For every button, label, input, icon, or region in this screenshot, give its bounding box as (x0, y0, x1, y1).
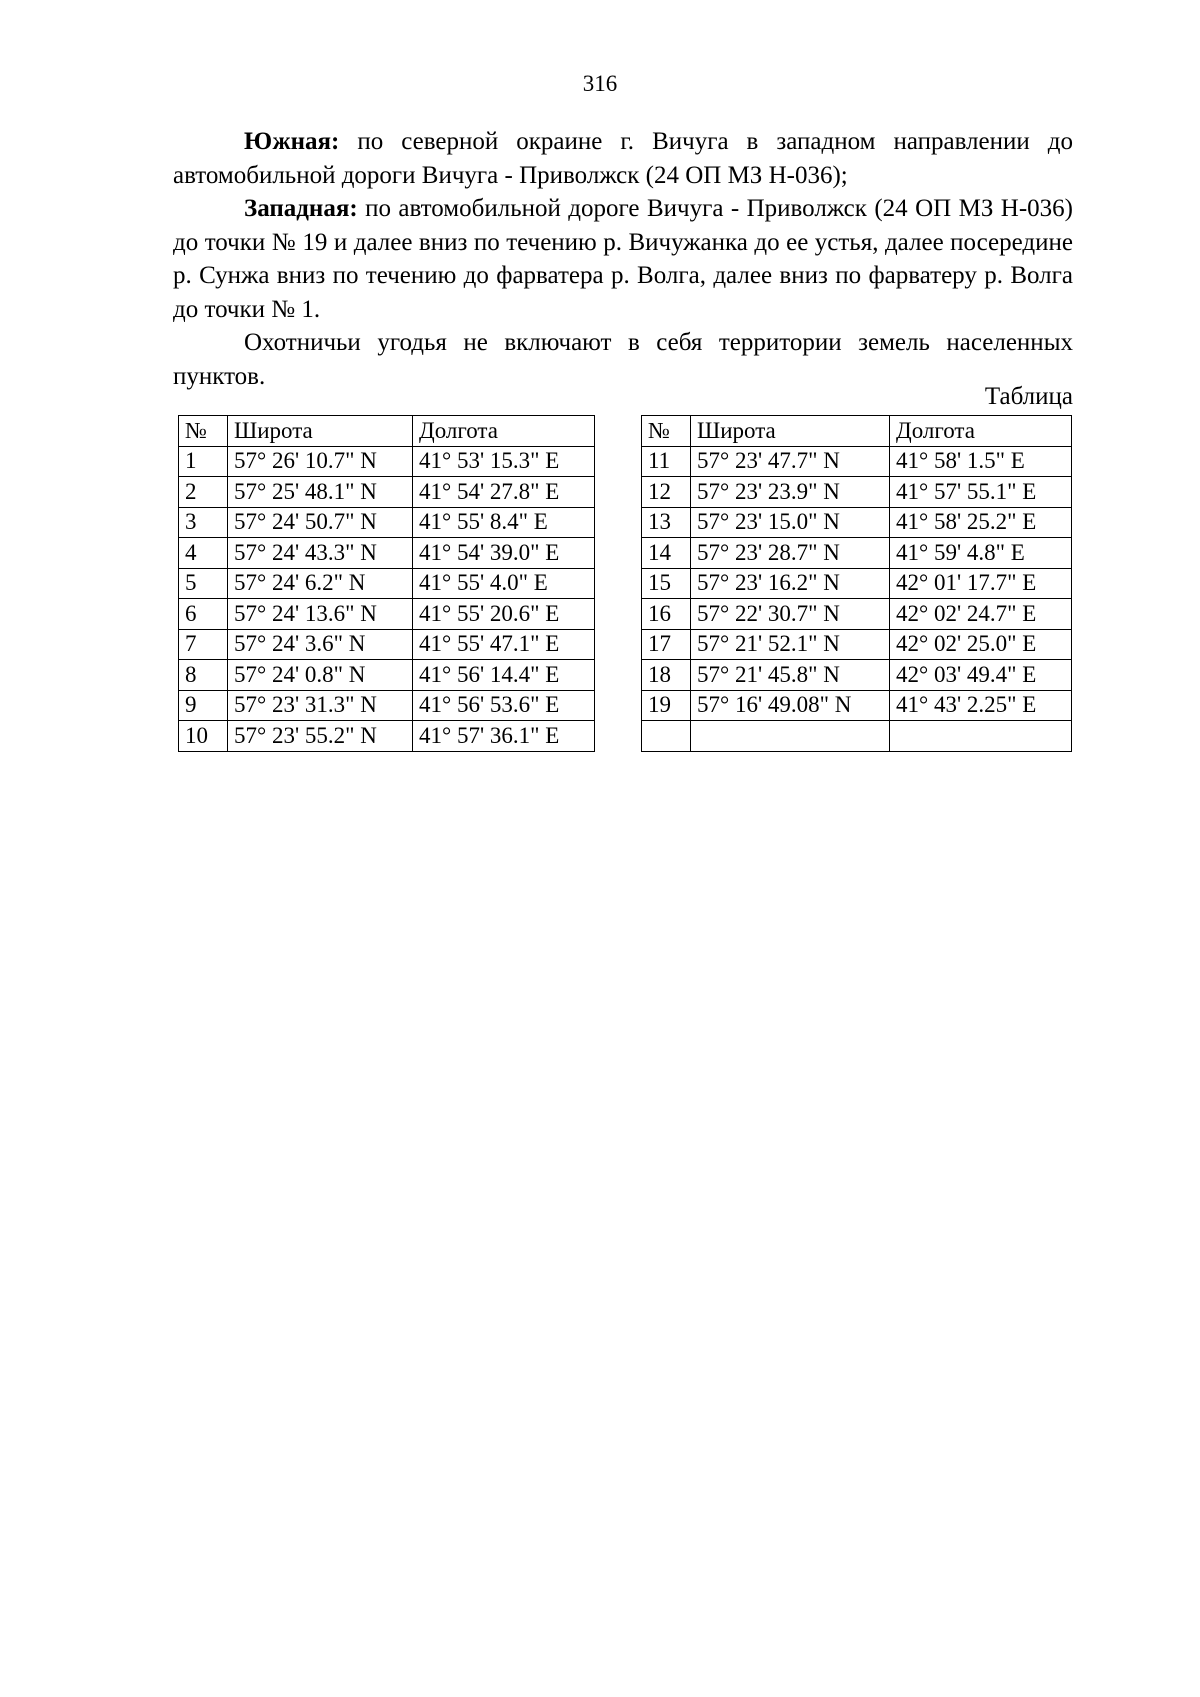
table-row (179, 721, 1072, 752)
cell-latitude: 57° 21' 52.1" N (691, 629, 890, 660)
table-row (179, 599, 1072, 630)
page-number: 316 (582, 71, 618, 96)
paragraph-west-border (173, 192, 1073, 326)
cell-longitude: 41° 59' 4.8" E (890, 538, 1072, 569)
cell-latitude: 57° 24' 50.7" N (228, 507, 413, 538)
cell-latitude: 57° 23' 15.0" N (691, 507, 890, 538)
cell-longitude (890, 721, 1072, 752)
cell-latitude: 57° 23' 16.2" N (691, 568, 890, 599)
column-gap (595, 690, 642, 721)
cell-latitude: 57° 23' 23.9" N (691, 477, 890, 508)
column-gap (595, 477, 642, 508)
cell-number: 14 (642, 538, 691, 569)
body-text (173, 125, 1073, 393)
cell-longitude: 42° 01' 17.7" E (890, 568, 1072, 599)
cell-number: 13 (642, 507, 691, 538)
cell-number: 19 (642, 690, 691, 721)
cell-latitude: 57° 22' 30.7" N (691, 599, 890, 630)
table-row (179, 660, 1072, 691)
table-row (179, 446, 1072, 477)
cell-longitude: 41° 54' 39.0" E (413, 538, 595, 569)
cell-number: 2 (179, 477, 228, 508)
header-longitude: Долгота (413, 416, 595, 447)
cell-number: 3 (179, 507, 228, 538)
cell-number (642, 721, 691, 752)
table-caption: Таблица (984, 383, 1073, 410)
cell-longitude: 41° 57' 36.1" E (413, 721, 595, 752)
cell-number: 10 (179, 721, 228, 752)
column-gap (595, 599, 642, 630)
paragraph-exclusions (173, 326, 1073, 393)
cell-latitude: 57° 24' 3.6" N (228, 629, 413, 660)
paragraph-text: по автомобильной дороге Вичуга - Приволжск (24 ОП МЗ Н-036) до точки № 19 и далее вниз по течению р. Вичужанка до ее устья, далее посередине р. Сунжа вниз по течению до фарватера р. Волга, далее вниз по фарватеру р. Волга до точки № 1. (173, 195, 1073, 323)
cell-longitude: 41° 43' 2.25" E (890, 690, 1072, 721)
cell-number: 6 (179, 599, 228, 630)
column-gap (595, 538, 642, 569)
cell-longitude: 41° 58' 1.5" E (890, 446, 1072, 477)
cell-latitude: 57° 24' 13.6" N (228, 599, 413, 630)
table-row (179, 629, 1072, 660)
cell-longitude: 42° 02' 25.0" E (890, 629, 1072, 660)
column-gap (595, 416, 642, 447)
cell-longitude: 41° 56' 53.6" E (413, 690, 595, 721)
cell-longitude: 41° 53' 15.3" E (413, 446, 595, 477)
cell-latitude (691, 721, 890, 752)
paragraph-heading: Западная: (244, 195, 358, 222)
column-gap (595, 507, 642, 538)
cell-number: 18 (642, 660, 691, 691)
cell-number: 9 (179, 690, 228, 721)
header-latitude: Широта (691, 416, 890, 447)
paragraph-heading: Южная: (244, 128, 340, 155)
table-row (179, 507, 1072, 538)
header-number: № (179, 416, 228, 447)
cell-latitude: 57° 25' 48.1" N (228, 477, 413, 508)
header-longitude: Долгота (890, 416, 1072, 447)
column-gap (595, 660, 642, 691)
column-gap (595, 721, 642, 752)
header-latitude: Широта (228, 416, 413, 447)
cell-number: 1 (179, 446, 228, 477)
cell-longitude: 41° 57' 55.1" E (890, 477, 1072, 508)
table-row (179, 477, 1072, 508)
cell-number: 11 (642, 446, 691, 477)
cell-number: 16 (642, 599, 691, 630)
cell-latitude: 57° 21' 45.8" N (691, 660, 890, 691)
column-gap (595, 446, 642, 477)
column-gap (595, 629, 642, 660)
cell-latitude: 57° 26' 10.7" N (228, 446, 413, 477)
table-row (179, 690, 1072, 721)
cell-longitude: 41° 55' 47.1" E (413, 629, 595, 660)
paragraph-text: по северной окраине г. Вичуга в западном направлении до автомобильной дороги Вичуга - Приволжск (24 ОП МЗ Н-036); (173, 128, 1073, 189)
table-row (179, 568, 1072, 599)
paragraph-text: Охотничьи угодья не включают в себя территории земель населенных пунктов. (173, 329, 1073, 390)
cell-longitude: 41° 58' 25.2" E (890, 507, 1072, 538)
cell-number: 4 (179, 538, 228, 569)
cell-longitude: 42° 03' 49.4" E (890, 660, 1072, 691)
cell-number: 15 (642, 568, 691, 599)
cell-latitude: 57° 23' 47.7" N (691, 446, 890, 477)
table-row (179, 538, 1072, 569)
cell-longitude: 41° 55' 20.6" E (413, 599, 595, 630)
cell-latitude: 57° 16' 49.08" N (691, 690, 890, 721)
cell-latitude: 57° 24' 43.3" N (228, 538, 413, 569)
cell-number: 12 (642, 477, 691, 508)
cell-number: 7 (179, 629, 228, 660)
cell-latitude: 57° 23' 31.3" N (228, 690, 413, 721)
cell-longitude: 41° 56' 14.4" E (413, 660, 595, 691)
cell-longitude: 41° 55' 8.4" E (413, 507, 595, 538)
cell-longitude: 41° 55' 4.0" E (413, 568, 595, 599)
cell-number: 5 (179, 568, 228, 599)
table-header-row (179, 416, 1072, 447)
cell-latitude: 57° 24' 6.2" N (228, 568, 413, 599)
cell-number: 8 (179, 660, 228, 691)
cell-latitude: 57° 24' 0.8" N (228, 660, 413, 691)
coordinates-table (178, 415, 1072, 752)
header-number: № (642, 416, 691, 447)
paragraph-south-border (173, 125, 1073, 192)
cell-longitude: 42° 02' 24.7" E (890, 599, 1072, 630)
cell-latitude: 57° 23' 28.7" N (691, 538, 890, 569)
cell-number: 17 (642, 629, 691, 660)
column-gap (595, 568, 642, 599)
cell-longitude: 41° 54' 27.8" E (413, 477, 595, 508)
cell-latitude: 57° 23' 55.2" N (228, 721, 413, 752)
